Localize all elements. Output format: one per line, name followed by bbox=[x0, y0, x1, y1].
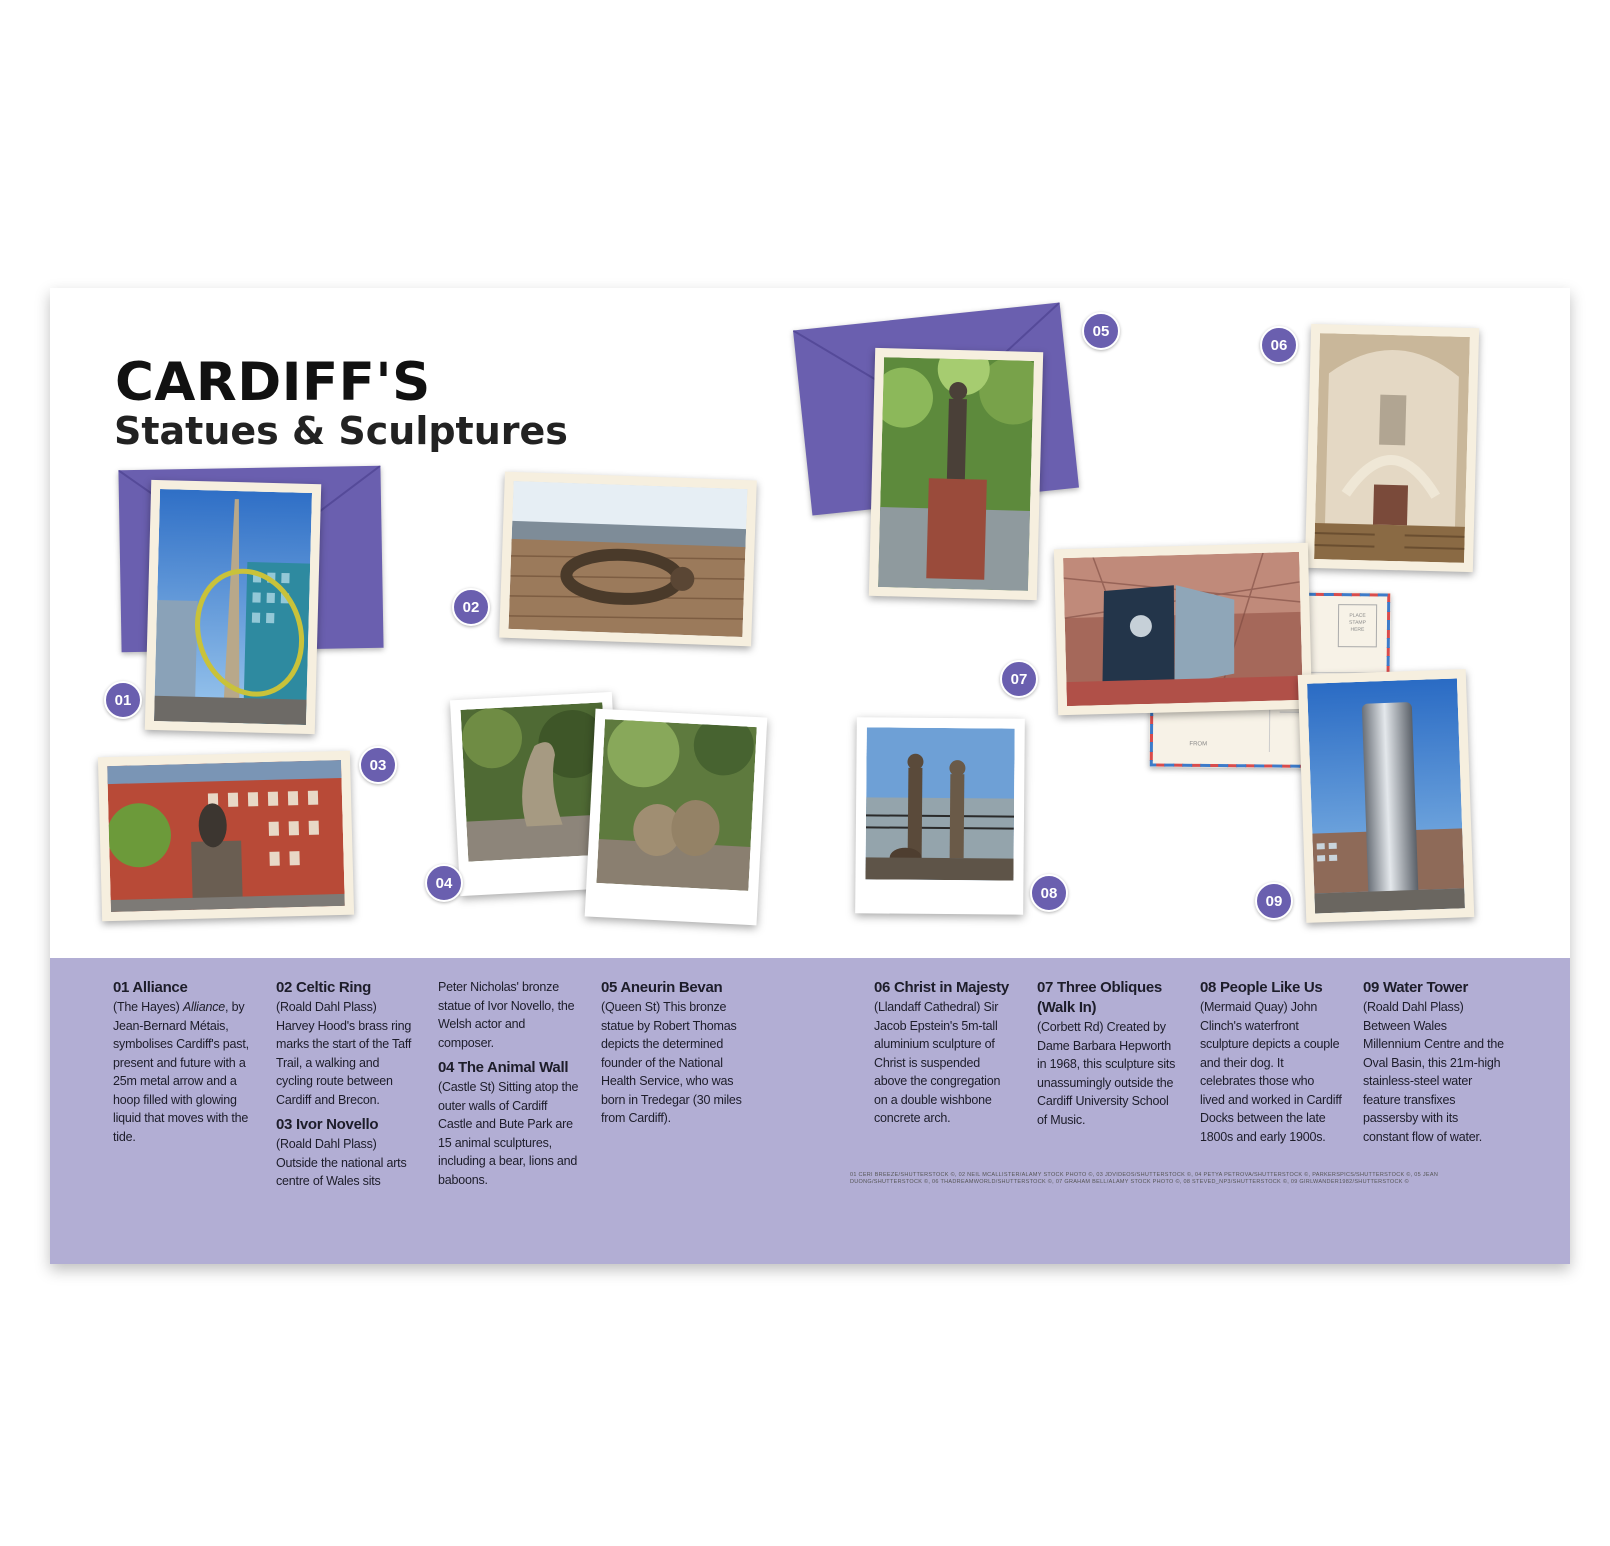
caption-column-6 bbox=[1037, 978, 1179, 1135]
badge-05: 05 bbox=[1082, 312, 1120, 350]
caption-column-1 bbox=[113, 978, 255, 1152]
entry-02-title: 02 Celtic Ring bbox=[276, 979, 371, 996]
badge-07: 07 bbox=[1000, 660, 1038, 698]
entry-07-text: (Corbett Rd) Created by Dame Barbara Hepworth in 1968, this sculpture sits unassumingly outside the Cardiff University School of Music. bbox=[1037, 1020, 1176, 1127]
entry-04-text: (Castle St) Sitting atop the outer walls of Cardiff Castle and Bute Park are 15 animal sculptures, including a bear, lions and baboons. bbox=[438, 1080, 579, 1187]
entry-04-title: 04 The Animal Wall bbox=[438, 1059, 569, 1076]
caption-column-5 bbox=[874, 978, 1016, 1134]
badge-09: 09 bbox=[1255, 882, 1293, 920]
caption-column-4 bbox=[601, 978, 743, 1134]
photo-christ-in-majesty bbox=[1305, 324, 1479, 572]
entry-08-title: 08 People Like Us bbox=[1200, 979, 1323, 996]
caption-band bbox=[50, 958, 1570, 1264]
badge-01: 01 bbox=[104, 681, 142, 719]
entry-09-text: (Roald Dahl Plass) Between Wales Millennium Centre and the Oval Basin, this 21m-high stainless-steel water feature transfixes passersby with its constant flow of water. bbox=[1363, 1000, 1504, 1144]
entry-07-title: 07 Three Obliques (Walk In) bbox=[1037, 979, 1162, 1016]
magazine-spread bbox=[50, 288, 1570, 1264]
entry-09-title: 09 Water Tower bbox=[1363, 979, 1468, 996]
photo-credits: 01 CERI BREEZE/SHUTTERSTOCK ©, 02 NEIL MCALLISTER/ALAMY STOCK PHOTO ©, 03 JDVIDEOS/SHUTTERSTOCK ©, 04 PETYA PETROVA/SHUTTERSTOCK ©, PARKERSPICS/SHUTTERSTOCK ©, 05 JEAN DUONG/SHUTTERSTOCK ©, 06 THADREAMWORLD/SHUTTERSTOCK ©, 07 GRAHAM BELL/ALAMY STOCK PHOTO ©, 08 STEVED_NP3/SHUTTERSTOCK ©, 09 GIRLWANDER1982/SHUTTERSTOCK © bbox=[850, 1172, 1439, 1185]
badge-06: 06 bbox=[1260, 326, 1298, 364]
badge-03: 03 bbox=[359, 746, 397, 784]
entry-01-text: (The Hayes) Alliance, by Jean-Bernard Métais, symbolises Cardiff's past, present and future with a 25m metal arrow and a hoop filled with glowing liquid that moves with the tide. bbox=[113, 1000, 249, 1144]
entry-03-text: (Roald Dahl Plass) Outside the national arts centre of Wales sits bbox=[276, 1137, 407, 1188]
photo-water-tower bbox=[1298, 669, 1475, 923]
entry-02-text: (Roald Dahl Plass) Harvey Hood's brass ring marks the start of the Taff Trail, a walking and cycling route between Cardiff and Brecon. bbox=[276, 1000, 412, 1107]
entry-03-title: 03 Ivor Novello bbox=[276, 1116, 379, 1133]
postcard-stamp-label: PLACE STAMP HERE bbox=[1349, 612, 1366, 633]
postcard-from-label: FROM bbox=[1189, 741, 1208, 748]
polaroid-animal-wall-lions bbox=[585, 709, 768, 926]
polaroid-people-like-us bbox=[855, 717, 1025, 914]
entry-06-text: (Llandaff Cathedral) Sir Jacob Epstein's 5m-tall aluminium sculpture of Christ is suspended above the congregation on a double wishbone concrete arch. bbox=[874, 1000, 1001, 1125]
photo-ivor-novello bbox=[98, 751, 354, 922]
entry-03-text-continued: Peter Nicholas' bronze statue of Ivor Novello, the Welsh actor and composer. bbox=[438, 980, 575, 1050]
entry-05-text: (Queen St) This bronze statue by Robert Thomas depicts the determined founder of the National Health Service, who was born in Tredegar (30 miles from Cardiff). bbox=[601, 1000, 742, 1125]
entry-06-title: 06 Christ in Majesty bbox=[874, 979, 1009, 996]
badge-04: 04 bbox=[425, 864, 463, 902]
page-subtitle: Statues & Sculptures bbox=[114, 409, 568, 453]
caption-column-7 bbox=[1200, 978, 1342, 1152]
badge-08: 08 bbox=[1030, 874, 1068, 912]
photo-alliance bbox=[145, 480, 321, 734]
photo-celtic-ring bbox=[499, 472, 757, 647]
entry-05-title: 05 Aneurin Bevan bbox=[601, 979, 723, 996]
caption-column-8 bbox=[1363, 978, 1505, 1152]
badge-02: 02 bbox=[452, 588, 490, 626]
entry-08-text: (Mermaid Quay) John Clinch's waterfront sculpture depicts a couple and their dog. It celebrates those who lived and worked in Cardiff Docks between the late 1800s and early 1900s. bbox=[1200, 1000, 1342, 1144]
photo-aneurin-bevan bbox=[869, 348, 1043, 600]
caption-column-2 bbox=[276, 978, 418, 1197]
entry-01-title: 01 Alliance bbox=[113, 979, 188, 996]
caption-column-3 bbox=[438, 978, 580, 1195]
photo-three-obliques bbox=[1054, 543, 1312, 716]
page-title: CARDIFF'S bbox=[115, 352, 431, 413]
